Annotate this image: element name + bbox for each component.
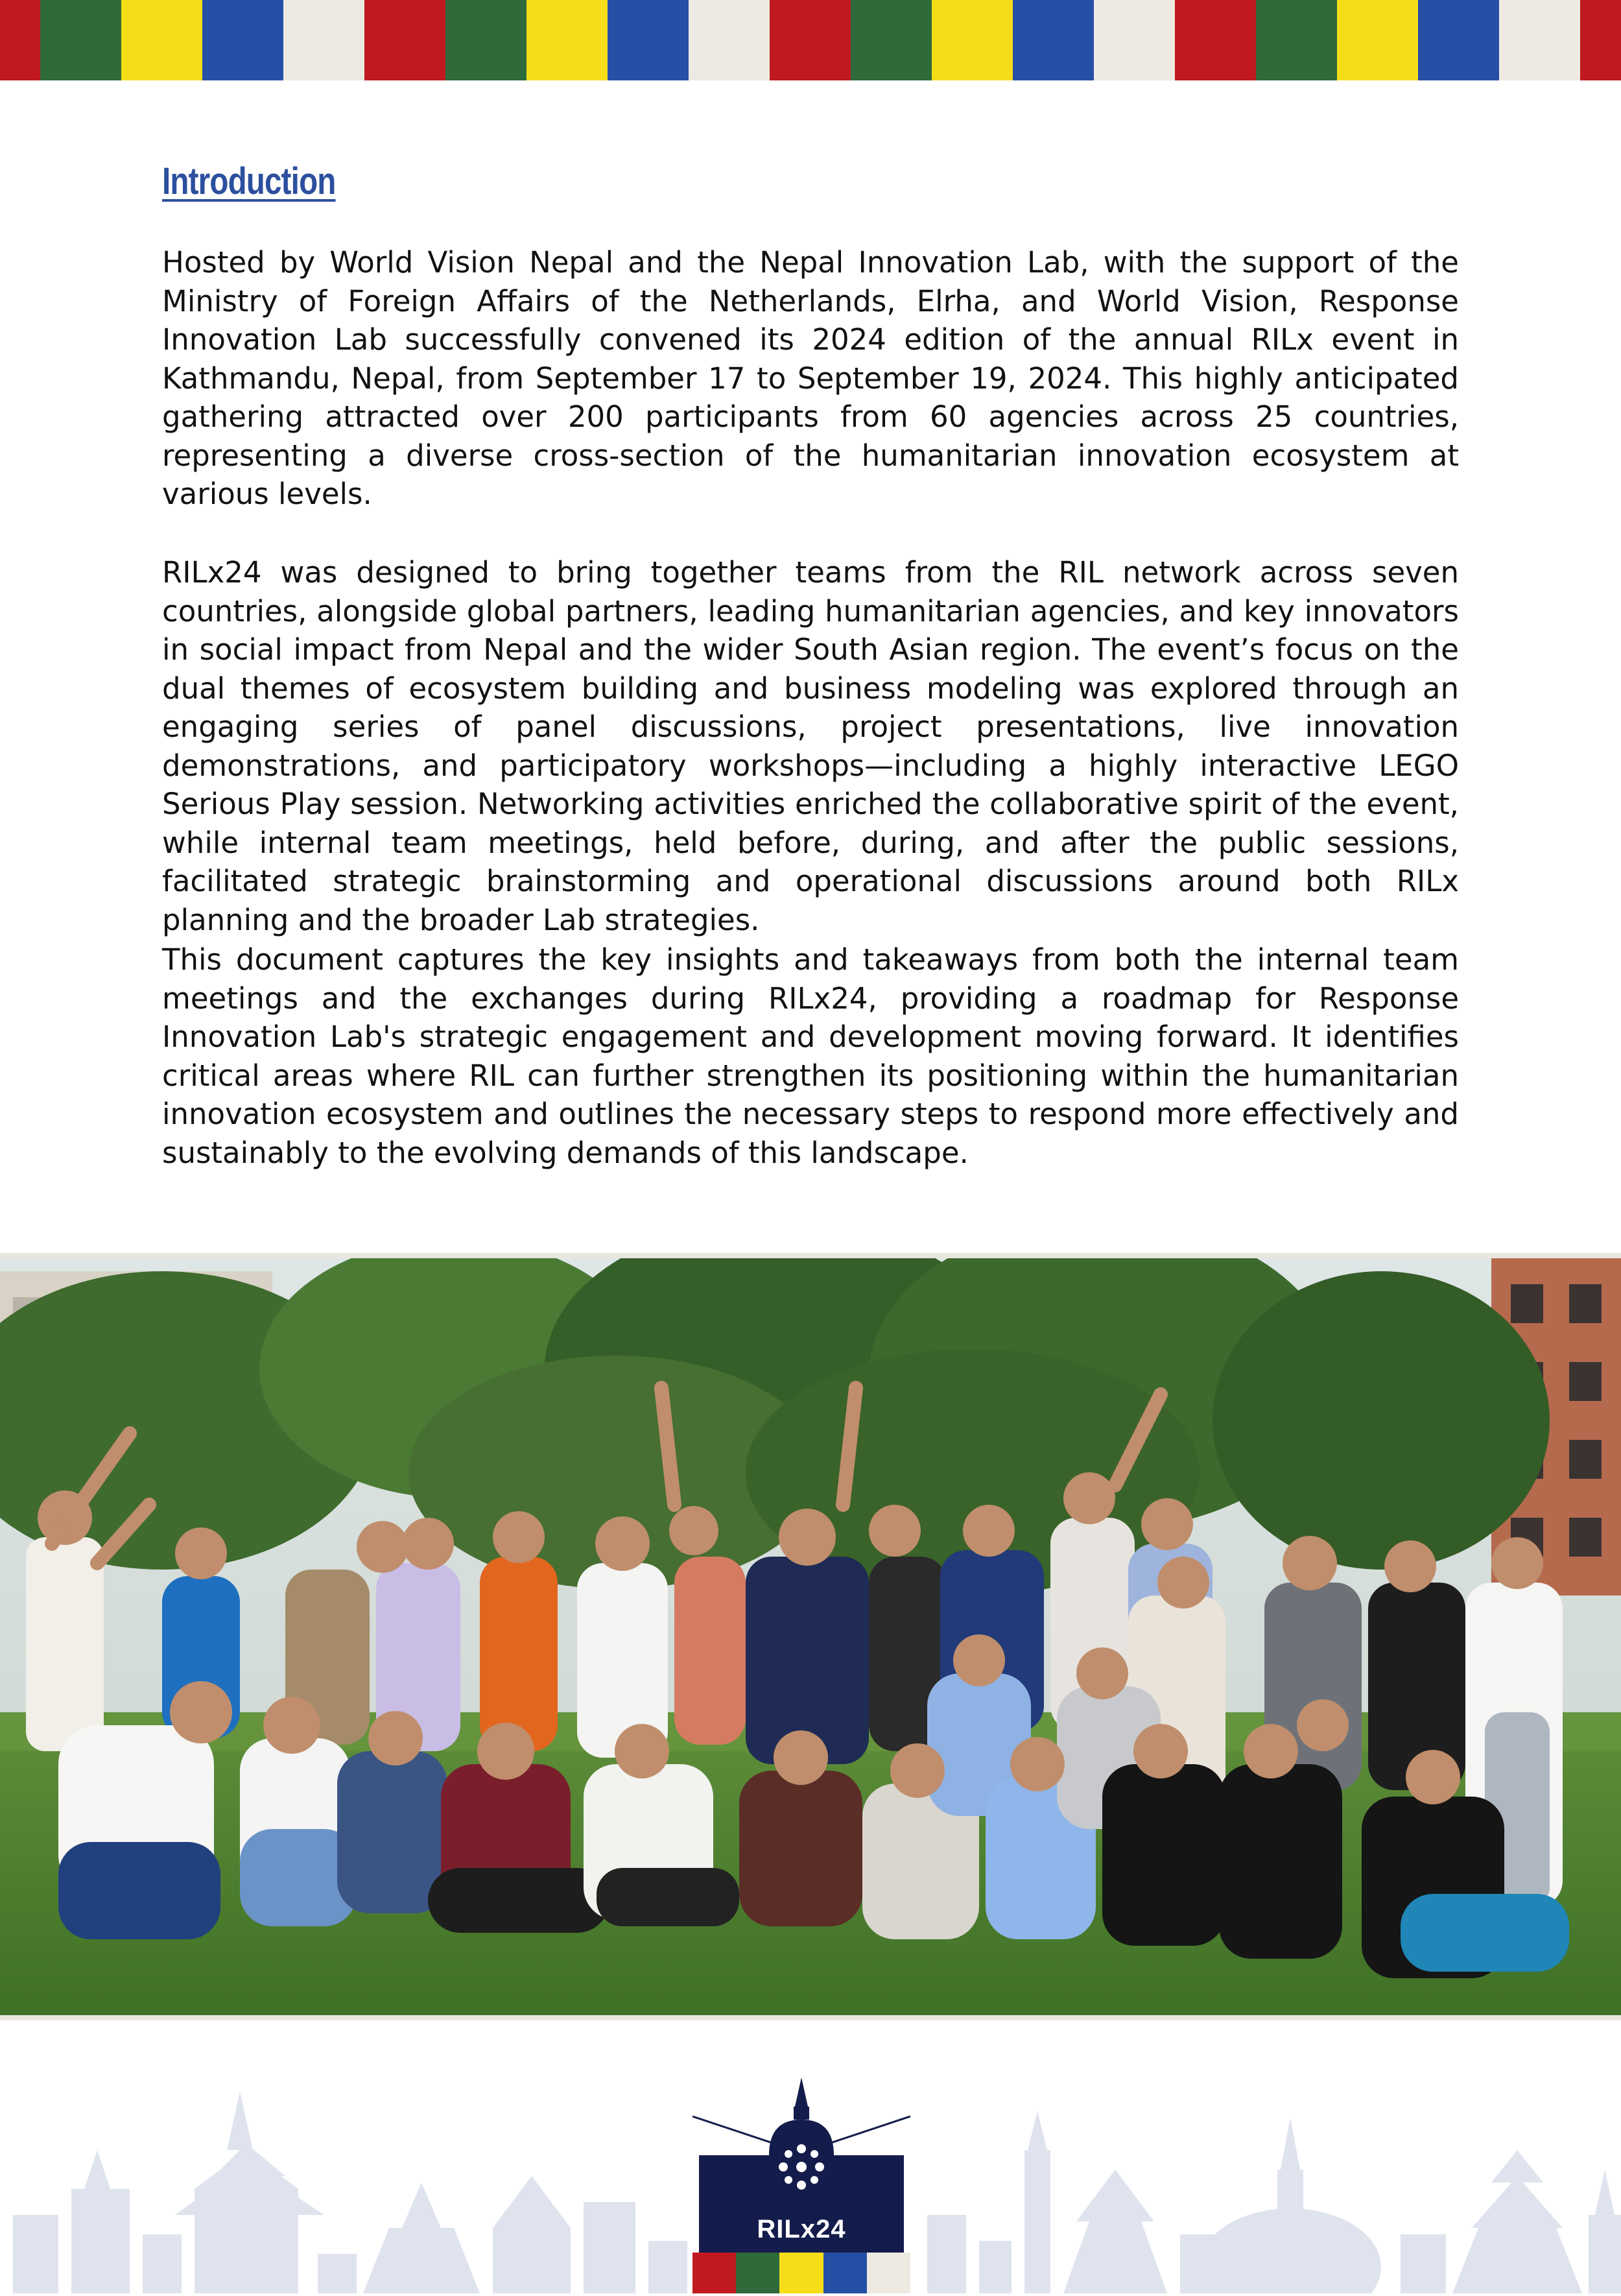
flag-cell	[689, 0, 770, 80]
intro-paragraph-3: This document captures the key insights and takeaways from both the internal team meetings and the exchanges during RILx24, providing a roadmap for Response Innovation Lab's strategic engagement and development moving forward. It identifies critical areas where RIL can further strengthen its positioning within the humanitarian innovation ecosystem and outlines the necessary steps to respond more effectively and sustainably to the evolving demands of this landscape.	[162, 942, 1459, 1170]
flag-cell	[527, 0, 608, 80]
flag-cell	[1580, 0, 1621, 80]
intro-paragraph-1: Hosted by World Vision Nepal and the Nepal Innovation Lab, with the support of the Ministry of Foreign Affairs of the Netherlands, Elrha, and World Vision, Response Innovation Lab successfully convened its 2024 edition of the annual RILx event in Kathmandu, Nepal, from September 17 to September 19, 2024. This highly anticipated gathering attracted over 200 participants from 60 agencies across 25 countries, representing a diverse cross-section of the humanitarian innovation ecosystem at various levels.	[162, 245, 1459, 511]
flag-cell	[1499, 0, 1580, 80]
rilx24-logo	[692, 2077, 910, 2293]
flag-cell	[445, 0, 527, 80]
flag-cell	[608, 0, 689, 80]
group-photo	[0, 1253, 1621, 2020]
flag-cell	[40, 0, 121, 80]
flag-cell	[364, 0, 445, 80]
flag-cell	[1418, 0, 1499, 80]
intro-paragraph-2: RILx24 was designed to bring together teams from the RIL network across seven countries, alongside global partners, leading humanitarian agencies, and key innovators in social impact from Nepal and the wider South Asian region. The event’s focus on the dual themes of ecosystem building and business modeling was explored through an engaging series of panel discussions, project presentations, live innovation demonstrations, and participatory workshops—including a highly interactive LEGO Serious Play session. Networking activities enriched the collaborative spirit of the event, while internal team meetings, held before, during, and after the public sessions, facilitated strategic brainstorming and operational discussions around both RILx planning and the broader Lab strategies.	[162, 555, 1459, 937]
logo-text: RILx24	[757, 2215, 846, 2243]
flag-cell	[932, 0, 1013, 80]
flag-cell	[770, 0, 851, 80]
flag-cell	[1094, 0, 1175, 80]
flag-cell	[283, 0, 364, 80]
flag-cell	[851, 0, 932, 80]
section-heading: Introduction	[162, 160, 336, 202]
flag-cell	[1175, 0, 1256, 80]
flag-cell	[0, 0, 40, 80]
flag-cell	[121, 0, 202, 80]
introduction-section	[162, 156, 1459, 1170]
flag-cell	[1013, 0, 1094, 80]
prayer-flag-strip	[0, 0, 1621, 80]
flag-cell	[1256, 0, 1337, 80]
flag-cell	[202, 0, 283, 80]
flag-cell	[1337, 0, 1418, 80]
